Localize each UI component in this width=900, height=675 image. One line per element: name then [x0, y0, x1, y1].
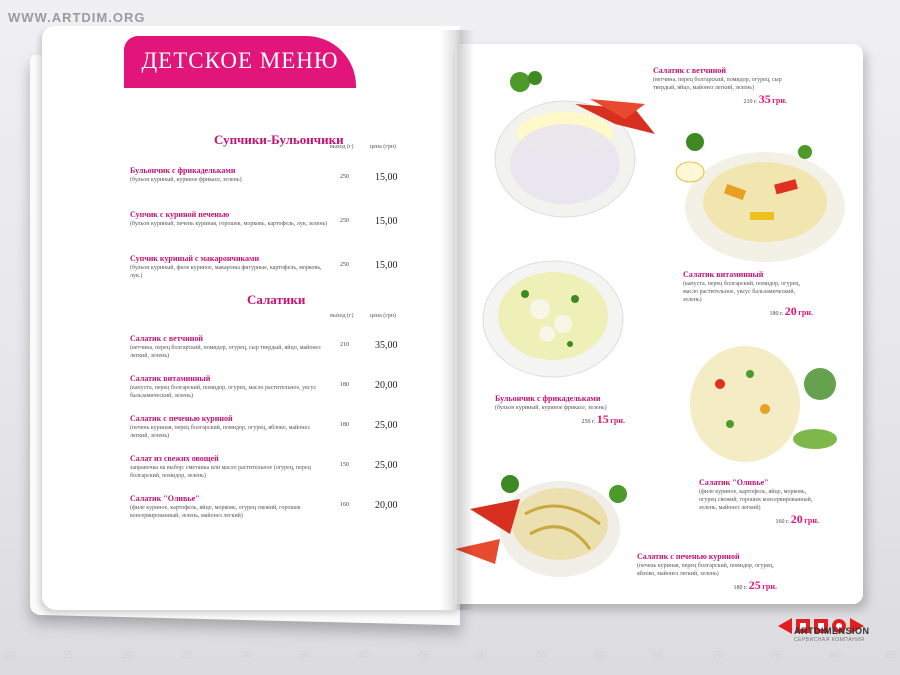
- caption-vitamin-salad: [683, 270, 813, 319]
- ruler-tick: 10: [4, 650, 16, 661]
- item-name: Супчик с куриной печенью: [130, 210, 230, 219]
- caption-description: (бульон куриный, куриное фрикасе, зелень): [495, 405, 607, 411]
- caption-description: (печень куриная, перец болгарский, помидор, огурец, яблоко, майонез легкий, зелень): [637, 563, 774, 577]
- item-price: 35,00: [375, 340, 398, 351]
- ruler-tick: 35: [300, 650, 312, 661]
- caption-name: Бульончик с фрикадельками: [495, 394, 601, 403]
- caption-price: 20: [784, 304, 797, 318]
- menu-item: [130, 254, 430, 280]
- caption-currency: грн.: [798, 308, 813, 317]
- caption-weight: 180 г.: [733, 585, 748, 591]
- ruler-tick: 25: [182, 650, 194, 661]
- ruler-tick: 20: [122, 650, 134, 661]
- item-weight: 180: [340, 382, 349, 388]
- caption-olivier: [699, 478, 819, 527]
- item-weight: 250: [340, 174, 349, 180]
- caption-price-row: [653, 92, 787, 107]
- menu-item: [130, 374, 430, 400]
- item-description: заправочка на выбор: сметанка или масло растительное (огурец, перец болгарский, помидор, зелень): [130, 465, 311, 479]
- item-description: (филе куриное, картофель, яйцо, морковь, огурец свежий, горошек консервированный, зелень, майонез легкий): [130, 505, 301, 519]
- ruler-tick: 40: [358, 650, 370, 661]
- item-name: Бульончик с фрикадельками: [130, 166, 236, 175]
- item-name: Салат из свежих овощей: [130, 454, 219, 463]
- item-price: 20,00: [375, 380, 398, 391]
- caption-liver-salad: [637, 552, 777, 593]
- item-name: Салатик с печенью куриной: [130, 414, 233, 423]
- menu-item: [130, 210, 430, 228]
- ruler-tick: 75: [770, 650, 782, 661]
- soup-photo: [475, 254, 635, 394]
- item-description: (бульон куриный, куриное фрикасе, зелень): [130, 177, 242, 183]
- caption-price-row: [699, 512, 819, 527]
- column-price: цена (грн): [370, 313, 396, 319]
- ruler-tick: 60: [594, 650, 606, 661]
- menu-title: ДЕТСКОЕ МЕНЮ: [141, 48, 339, 73]
- item-name: Супчик куриный с макарончиками: [130, 254, 260, 263]
- item-description: (печень куриная, перец болгарский, помидор, огурец, яблоко, майонез легкий, зелень): [130, 425, 310, 439]
- caption-price-row: [495, 412, 625, 427]
- ruler-tick: 80: [830, 650, 842, 661]
- item-description: (бульон куриный, печень куриная, горошек, морковь, картофель, лук, зелень): [130, 221, 328, 227]
- ruler-tick: 65: [652, 650, 664, 661]
- item-price: 25,00: [375, 460, 398, 471]
- item-price: 15,00: [375, 172, 398, 183]
- item-description: (ветчина, перец болгарский, помидор, огурец, сыр твердый, яйцо, майонез легкий, зелень): [130, 345, 321, 359]
- ruler-tick: 85: [886, 650, 898, 661]
- item-weight: 150: [340, 462, 349, 468]
- ham-salad-photo: [485, 64, 675, 224]
- caption-price: 25: [748, 578, 761, 592]
- item-name: Салатик с ветчиной: [130, 334, 203, 343]
- item-price: 25,00: [375, 420, 398, 431]
- caption-name: Салатик с печенью куриной: [637, 552, 740, 561]
- caption-description: (ветчина, перец болгарский, помидор, огурец, сыр твердый, яйцо, майонез легкий, зелень): [653, 77, 782, 91]
- caption-weight: 160 г.: [775, 519, 790, 525]
- site-url[interactable]: WWW.ARTDIM.ORG: [8, 10, 146, 25]
- item-weight: 250: [340, 218, 349, 224]
- section-heading-soups: Супчики-Бульончики: [214, 132, 344, 147]
- item-name: Салатик витаминный: [130, 374, 211, 383]
- item-price: 15,00: [375, 260, 398, 271]
- ruler-tick: 45: [418, 650, 430, 661]
- left-page: [42, 26, 460, 610]
- caption-meatball-soup: [495, 394, 625, 427]
- caption-name: Салатик "Оливье": [699, 478, 769, 487]
- caption-description: (филе куриное, картофель, яйцо, морковь, огурец свежий, горошек консервированный, зелень, майонез легкий): [699, 489, 813, 511]
- caption-currency: грн.: [772, 96, 787, 105]
- column-price: цена (грн): [370, 144, 396, 150]
- ruler-tick: 50: [476, 650, 488, 661]
- caption-ham-salad: [653, 66, 787, 107]
- caption-price: 20: [790, 512, 803, 526]
- caption-currency: грн.: [610, 416, 625, 425]
- title-banner: [124, 36, 356, 88]
- ruler-tick: 15: [62, 650, 74, 661]
- item-price: 20,00: [375, 500, 398, 511]
- vitamin-salad-photo: [655, 132, 855, 282]
- caption-price-row: [683, 304, 813, 319]
- menu-item: [130, 494, 430, 520]
- menu-item: [130, 414, 430, 440]
- liver-salad-photo: [455, 454, 640, 594]
- ruler-tick: 55: [536, 650, 548, 661]
- item-price: 15,00: [375, 216, 398, 227]
- caption-name: Салатик с ветчиной: [653, 66, 726, 75]
- caption-description: (капуста, перец болгарский, помидор, огурец, масло растительное, уксус бальзамический, зелень): [683, 281, 800, 303]
- caption-price: 15: [596, 412, 609, 426]
- logo-name: ARTDIMENSION: [794, 626, 870, 636]
- caption-name: Салатик витаминный: [683, 270, 764, 279]
- section-heading-salads: Салатики: [247, 292, 306, 307]
- item-name: Салатик "Оливье": [130, 494, 200, 503]
- right-page: [455, 44, 863, 604]
- item-description: (бульон куриный, филе куриное, макароны фигурные, картофель, морковь, лук.): [130, 265, 322, 279]
- book-gutter: [440, 30, 474, 610]
- caption-currency: грн.: [762, 582, 777, 591]
- item-weight: 210: [340, 342, 349, 348]
- menu-item: [130, 454, 430, 480]
- olivier-salad-photo: [650, 334, 855, 474]
- menu-item: [130, 166, 430, 184]
- caption-price-row: [637, 578, 777, 593]
- caption-price: 35: [758, 92, 771, 106]
- caption-weight: 180 г.: [769, 311, 784, 317]
- logo-subtitle: СЕРВИСНАЯ КОМПАНИЯ: [794, 637, 865, 643]
- ruler: [0, 646, 900, 675]
- item-description: (капуста, перец болгарский, помидор, огурец, масло растительное, уксус бальзамический, зелень): [130, 385, 317, 399]
- column-weight: выход (г): [330, 144, 354, 150]
- caption-weight: 210 г.: [743, 99, 758, 105]
- item-weight: 180: [340, 422, 349, 428]
- item-weight: 250: [340, 262, 349, 268]
- caption-weight: 250 г.: [581, 419, 596, 425]
- ruler-tick: 30: [240, 650, 252, 661]
- item-weight: 160: [340, 502, 349, 508]
- caption-currency: грн.: [804, 516, 819, 525]
- column-weight: выход (г): [330, 313, 354, 319]
- menu-item: [130, 334, 430, 360]
- ruler-tick: 70: [712, 650, 724, 661]
